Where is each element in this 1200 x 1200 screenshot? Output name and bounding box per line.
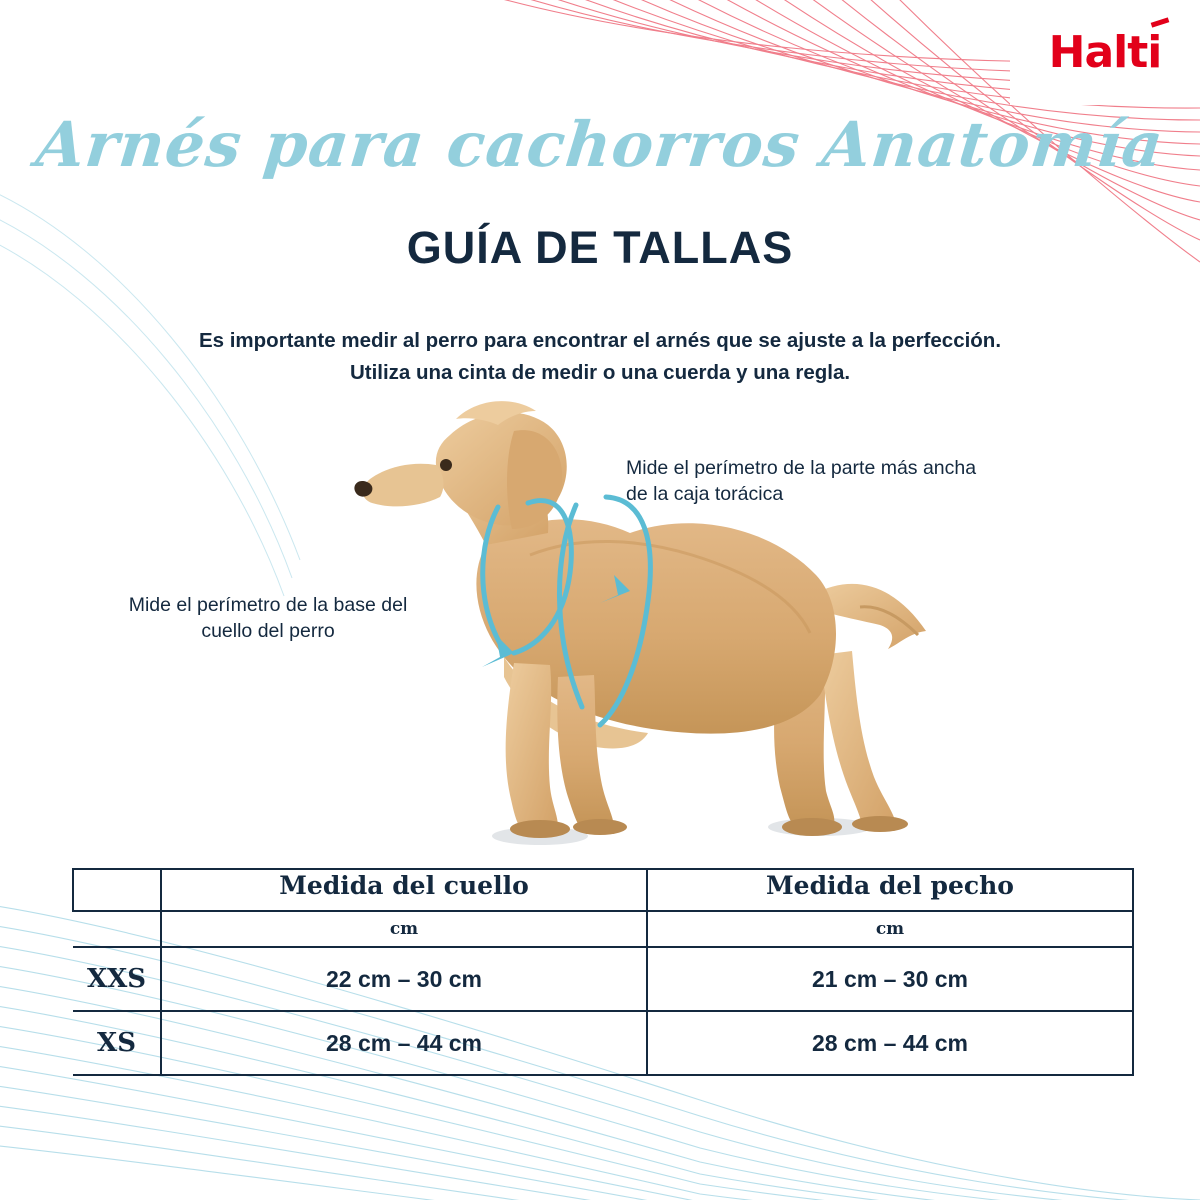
- header-chest: Medida del pecho: [647, 869, 1133, 911]
- neck-value-xs: 28 cm – 44 cm: [161, 1011, 647, 1075]
- page-subtitle-script: Arnés para cachorros Anatomía: [32, 108, 1168, 181]
- header-corner-cell: [73, 869, 161, 911]
- table-unit-row: [73, 911, 1133, 947]
- table-header-row: [73, 869, 1133, 911]
- unit-neck: cm: [161, 911, 647, 947]
- table-row: [73, 947, 1133, 1011]
- chest-value-xxs: 21 cm – 30 cm: [647, 947, 1133, 1011]
- unit-chest: cm: [647, 911, 1133, 947]
- size-label-xxs: XXS: [73, 947, 161, 1011]
- annotation-neck: Mide el perímetro de la base del cuello del perro: [128, 594, 408, 643]
- size-guide-table: [72, 868, 1134, 1076]
- size-label-xs: XS: [73, 1011, 161, 1075]
- brand-logo-text: Halti: [1048, 27, 1162, 78]
- annotation-chest: Mide el perímetro de la parte más ancha de la caja torácica: [626, 457, 977, 506]
- intro-line-2: Utiliza una cinta de medir o una cuerda y una regla.: [349, 360, 851, 384]
- table-row: [73, 1011, 1133, 1075]
- page-title: GUÍA DE TALLAS: [406, 222, 794, 273]
- intro-line-1: Es importante medir al perro para encontrar el arnés que se ajuste a la perfección.: [198, 329, 1002, 352]
- intro-text: [0, 325, 1200, 389]
- chest-value-xs: 28 cm – 44 cm: [647, 1011, 1133, 1075]
- size-table-container: [72, 868, 1132, 1076]
- neck-value-xxs: 22 cm – 30 cm: [161, 947, 647, 1011]
- brand-logo: [1010, 0, 1200, 105]
- unit-corner-cell: [73, 911, 161, 947]
- header-neck: Medida del cuello: [161, 869, 647, 911]
